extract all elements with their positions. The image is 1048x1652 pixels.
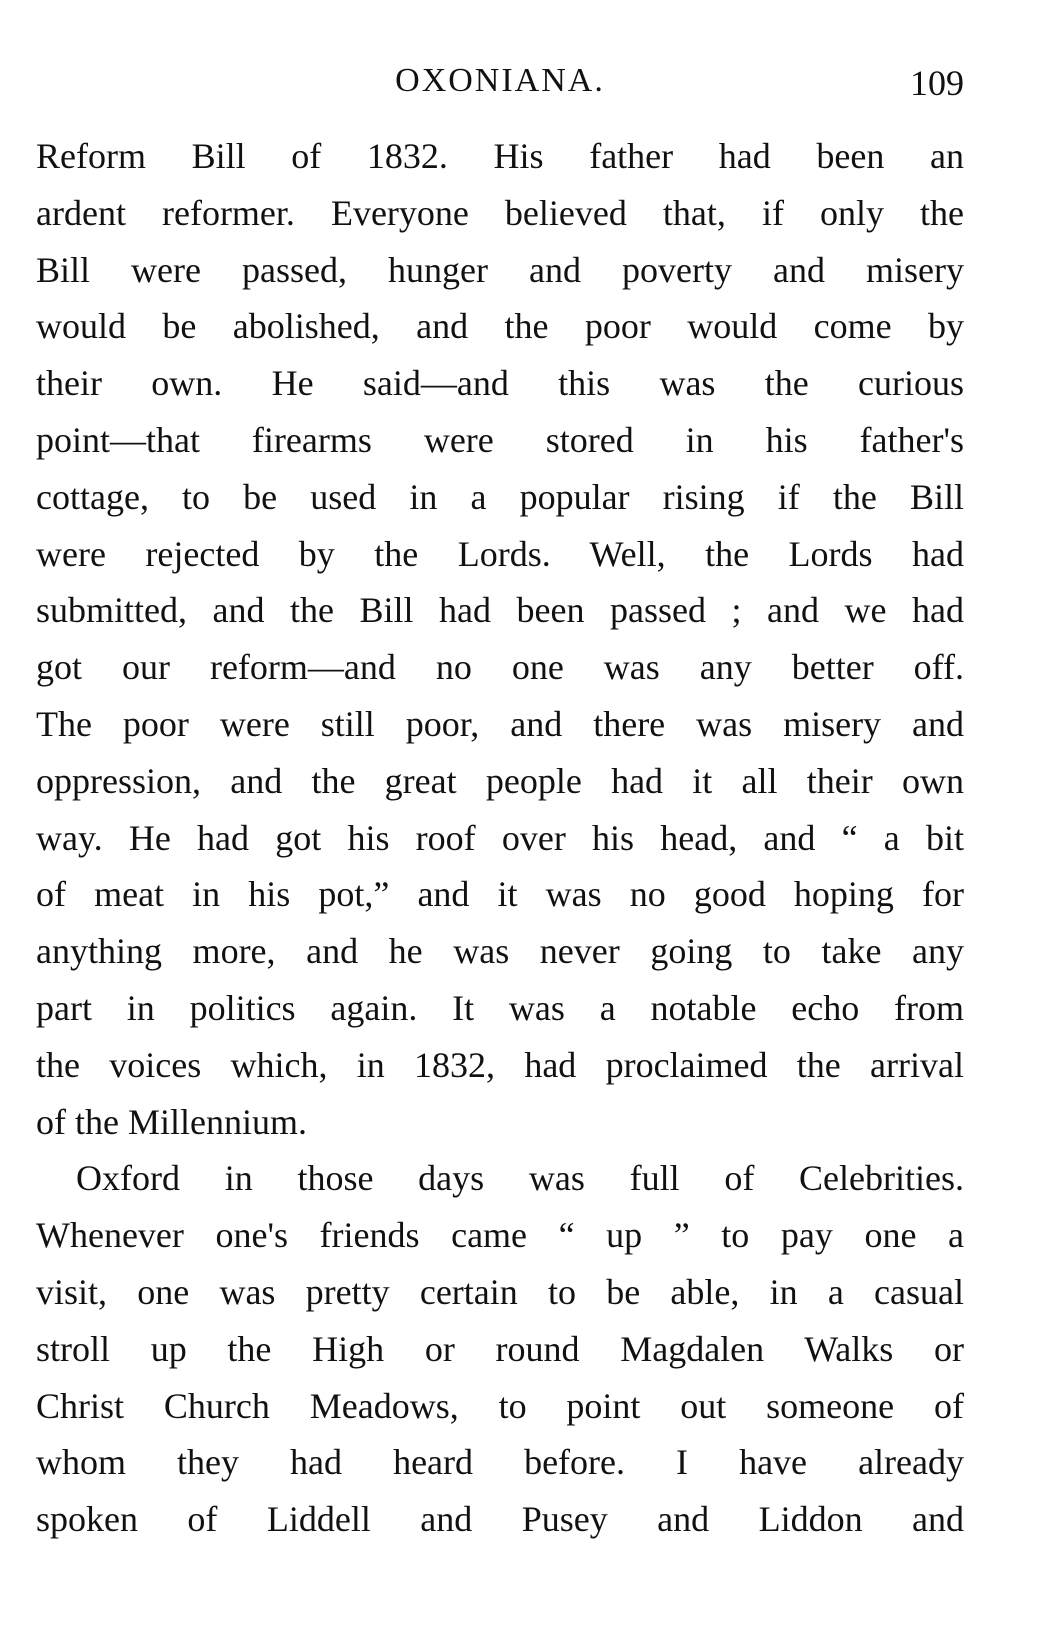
text-line: ardent reformer. Everyone believed that, if only the	[36, 192, 964, 233]
text-line: of meat in his pot,” and it was no good hoping for	[36, 874, 964, 915]
text-line: submitted, and the Bill had been passed ; and we had	[36, 590, 964, 631]
body-text	[36, 128, 964, 1548]
text-line: part in politics again. It was a notable echo from	[36, 987, 964, 1028]
text-line: the voices which, in 1832, had proclaimed the arrival	[36, 1044, 964, 1085]
text-line: oppression, and the great people had it all their own	[36, 760, 964, 801]
text-line: got our reform—and no one was any better off.	[36, 647, 964, 688]
text-line: cottage, to be used in a popular rising if the Bill	[36, 476, 964, 517]
text-line: their own. He said—and this was the curious	[36, 363, 964, 404]
text-line: The poor were still poor, and there was misery and	[36, 703, 964, 744]
text-line: way. He had got his roof over his head, and “ a bit	[36, 817, 964, 858]
text-line: point—that firearms were stored in his father's	[36, 419, 964, 460]
text-line: anything more, and he was never going to take any	[36, 931, 964, 972]
text-line: stroll up the High or round Magdalen Walks or	[36, 1328, 964, 1369]
text-line: spoken of Liddell and Pusey and Liddon and	[36, 1499, 964, 1540]
text-line: whom they had heard before. I have already	[36, 1442, 964, 1483]
text-line: Christ Church Meadows, to point out someone of	[36, 1385, 964, 1426]
page-number: 109	[910, 63, 964, 103]
running-head	[36, 62, 964, 112]
text-line: Whenever one's friends came “ up ” to pay one a	[36, 1215, 964, 1256]
text-line: Bill were passed, hunger and poverty and misery	[36, 249, 964, 290]
text-line: visit, one was pretty certain to be able, in a casual	[36, 1271, 964, 1312]
text-line: of the Millennium.	[36, 1101, 307, 1142]
text-line: were rejected by the Lords. Well, the Lords had	[36, 533, 964, 574]
text-line: Reform Bill of 1832. His father had been an	[36, 136, 964, 176]
paragraph-2	[36, 1150, 964, 1548]
paragraph-1	[36, 128, 964, 1150]
text-line: Oxford in those days was full of Celebrities.	[76, 1158, 964, 1199]
text-line: would be abolished, and the poor would come by	[36, 306, 964, 347]
running-title: OXONIANA.	[395, 62, 605, 99]
